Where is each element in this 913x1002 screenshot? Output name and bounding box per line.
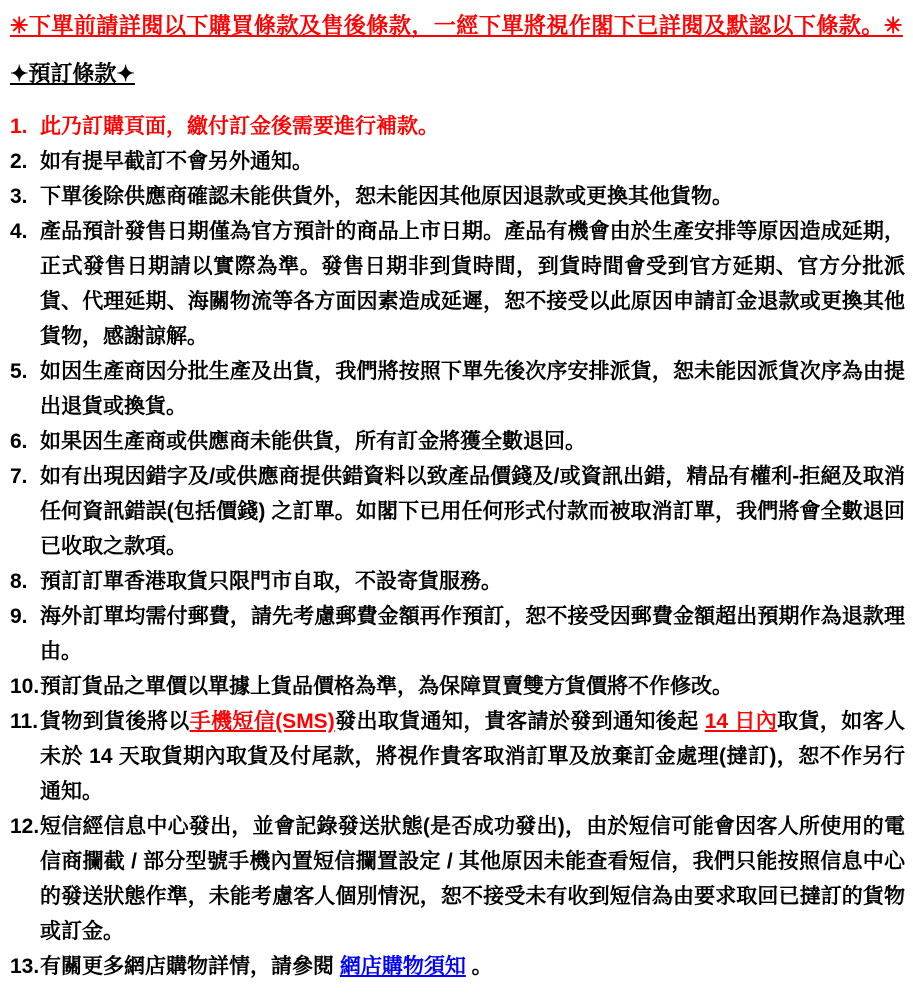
- section-heading-preorder-terms: ✦預訂條款✦: [10, 61, 135, 86]
- term-segment: 短信經信息中心發出，並會記錄發送狀態(是否成功發出)，由於短信可能會因客人所使用的電信商攔截 / 部分型號手機內置短信攔置設定 / 其他原因未能查看短信，我們只能按照信息中心的發送狀態作準，未能考慮客人個別情況，恕不接受未有收到短信為由要求取回已撻訂的貨物或訂金。: [40, 815, 905, 943]
- term-segment: 如果因生產商或供應商未能供貨，所有訂金將獲全數退回。: [40, 430, 586, 453]
- term-segment: 如有提早截訂不會另外通知。: [40, 150, 313, 173]
- term-text: [40, 704, 905, 809]
- term-text: [40, 669, 905, 704]
- term-text: [40, 459, 905, 564]
- term-text: [40, 599, 905, 669]
- term-segment: 取貨，如客人未於 14 天取貨期內取貨及付尾款，將視作貴客取消訂單及放棄訂金處理(撻訂)，恕不作另行通知。: [40, 710, 905, 803]
- term-segment: 有關更多網店購物詳情，請參閱: [40, 955, 340, 978]
- term-item-7: [10, 459, 905, 564]
- term-number: 3.: [10, 185, 28, 208]
- term-number: 11.: [10, 710, 39, 733]
- term-item-11: [10, 704, 905, 809]
- term-number: 4.: [10, 220, 28, 243]
- term-item-6: [10, 424, 905, 459]
- term-segment: 。: [465, 955, 493, 978]
- term-item-8: [10, 564, 905, 599]
- term-segment: 如有出現因錯字及/或供應商提供錯資料以致產品價錢及/或資訊出錯，精品有權利-拒絕及取消任何資訊錯誤(包括價錢) 之訂單。如閣下已用任何形式付款而被取消訂單，我們將會全數退回已收取之款項。: [40, 465, 905, 558]
- term-segment: 預訂訂單香港取貨只限門市自取，不設寄貨服務。: [40, 570, 502, 593]
- term-segment: 14 日內: [704, 710, 778, 733]
- term-text: [40, 109, 905, 144]
- term-number: 12.: [10, 815, 40, 838]
- term-text: [40, 354, 905, 424]
- store-shopping-guide-link[interactable]: 網店購物須知: [339, 955, 466, 978]
- term-text: [40, 949, 905, 984]
- term-number: 7.: [10, 465, 28, 488]
- term-number: 1.: [10, 115, 28, 138]
- term-item-9: [10, 599, 905, 669]
- term-text: [40, 179, 905, 214]
- term-item-2: [10, 144, 905, 179]
- term-segment: 此乃訂購頁面，繳付訂金後需要進行補款。: [40, 115, 439, 138]
- term-item-3: [10, 179, 905, 214]
- term-segment: 手機短信(SMS): [189, 710, 335, 733]
- notice-title: ✳下單前請詳閱以下購買條款及售後條款，一經下單將視作閣下已詳閱及默認以下條款。✳: [10, 13, 903, 38]
- term-text: [40, 424, 905, 459]
- term-item-4: [10, 214, 905, 354]
- term-number: 6.: [10, 430, 28, 453]
- term-segment: 下單後除供應商確認未能供貨外，恕未能因其他原因退款或更換其他貨物。: [40, 185, 733, 208]
- term-item-1: [10, 109, 905, 144]
- term-text: [40, 809, 905, 949]
- terms-list: [10, 109, 905, 984]
- term-number: 13.: [10, 955, 40, 978]
- term-text: [40, 144, 905, 179]
- term-segment: 如因生產商因分批生產及出貨，我們將按照下單先後次序安排派貨，恕未能因派貨次序為由提出退貨或換貨。: [40, 360, 905, 418]
- term-text: [40, 564, 905, 599]
- term-segment: 發出取貨通知，貴客請於發到通知後起: [334, 710, 705, 733]
- term-segment: 貨物到貨後將以: [40, 710, 190, 733]
- term-item-5: [10, 354, 905, 424]
- term-number: 2.: [10, 150, 28, 173]
- term-segment: 預訂貨品之單價以單據上貨品價格為準，為保障買賣雙方貨價將不作修改。: [40, 675, 733, 698]
- term-item-10: [10, 669, 905, 704]
- term-number: 8.: [10, 570, 28, 593]
- term-segment: 產品預計發售日期僅為官方預計的商品上市日期。產品有機會由於生產安排等原因造成延期，正式發售日期請以實際為準。發售日期非到貨時間，到貨時間會受到官方延期、官方分批派貨、代理延期、海關物流等各方面因素造成延遲，恕不接受以此原因申請訂金退款或更換其他貨物，感謝諒解。: [40, 220, 905, 348]
- term-item-13: [10, 949, 905, 984]
- term-number: 9.: [10, 605, 28, 628]
- term-text: [40, 214, 905, 354]
- term-segment: 海外訂單均需付郵費，請先考慮郵費金額再作預訂，恕不接受因郵費金額超出預期作為退款理由。: [40, 605, 905, 663]
- term-item-12: [10, 809, 905, 949]
- term-number: 10.: [10, 675, 40, 698]
- term-number: 5.: [10, 360, 28, 383]
